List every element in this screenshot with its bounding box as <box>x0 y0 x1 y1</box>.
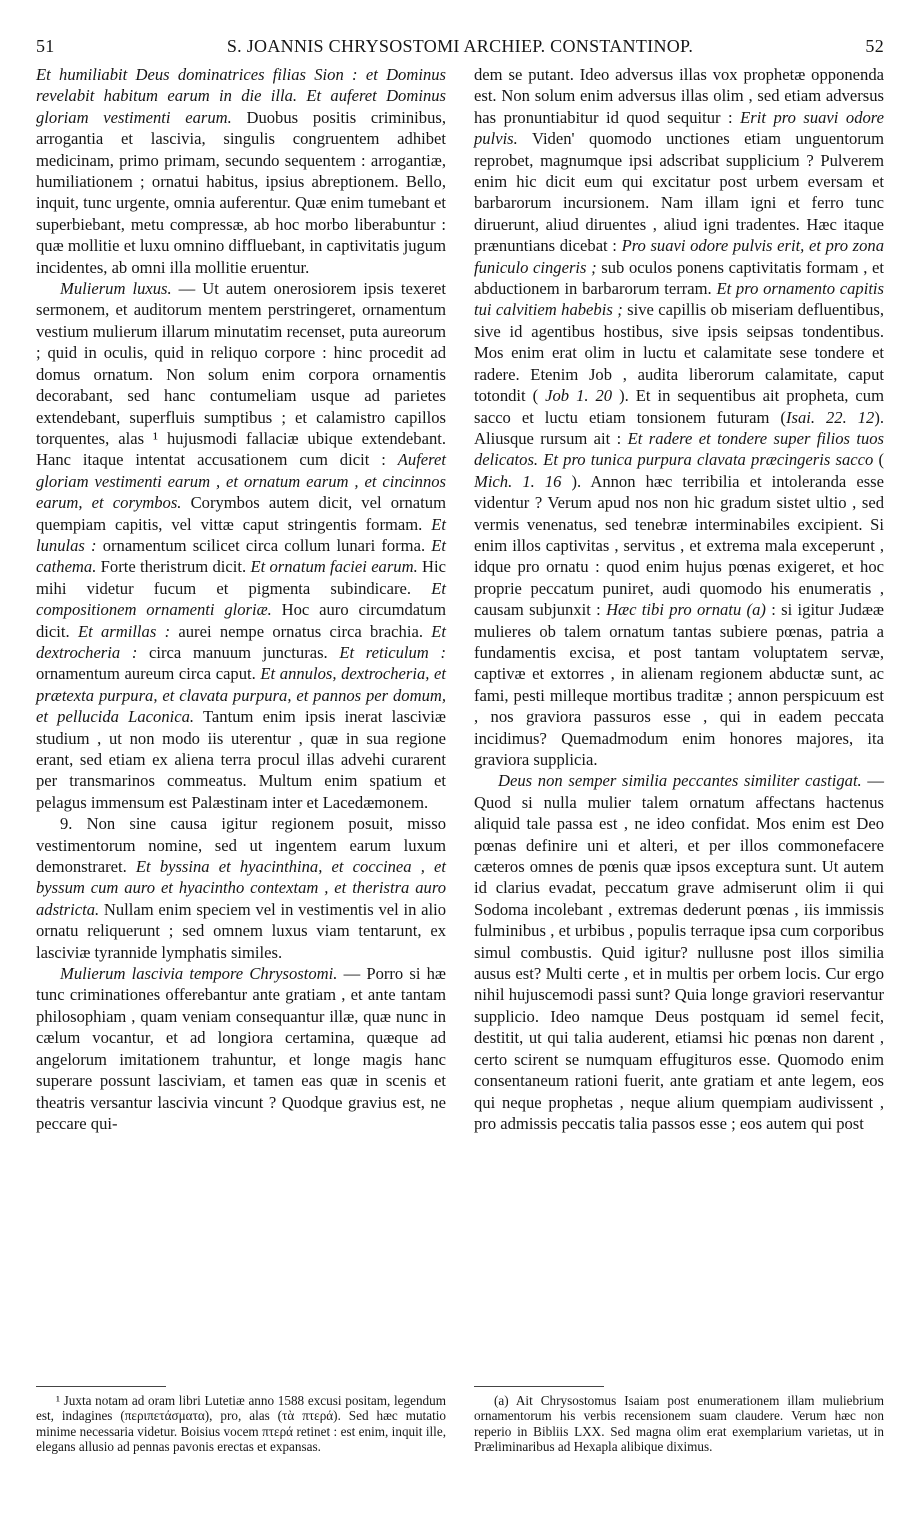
body-text: dem se putant. Ideo adversus illas vox prophetæ opponenda est. Non solum enim adversus illas olim , sed etiam adversus has pronuntiabitur id quod sequitur : <box>474 65 884 127</box>
scripture-quote: Et cathema. <box>36 535 446 577</box>
body-text: ornamentum aureum circa caput. <box>36 664 261 684</box>
scripture-quote: Et armillas : <box>77 621 171 641</box>
footnote-divider <box>36 1386 166 1387</box>
body-text: ornamentum scilicet circa collum lunari forma. <box>96 535 432 555</box>
body-text: ). Annon hæc terribilia et intoleranda esse videntur ? Verum apud nos non hic gradum sistet ultio , sed vermis venenatus, sed tenebræ interminabiles excipient. Si enim illos captivitas , servitus , et extrema mala exceperunt , idque pro ornatu : quod enim hujus pœnas exigeret, et hoc proprie peccatum puniret, audi quomodo his enumeratis , causam subjunxit : <box>474 471 884 620</box>
body-text: Hoc auro circumdatum dicit. <box>36 600 446 641</box>
body-text: — Ut autem onerosiorem ipsis texeret sermonem, et auditorum mentem perstringeret, ornamentum vestium mulierum illarum minutatim recenset, puta aureorum ; quid in oculis, quid in reliquo corpore : hinc procedit ad domus ornatum. Non solum enim corpora ornamentis decorabant, sed hanc contumeliam usque ad parietes extendebant, superfluis sumptibus ; et calamistro capillos torquentes, alas ¹ hujusmodi fallaciæ ubique extendebant. Hanc itaque intentat accusationem cum dicit : <box>36 279 446 470</box>
scripture-quote: Et humiliabit Deus dominatrices filias Sion : et Dominus revelabit habitum earum in die illa. Et auferet Dominus gloriam vestimenti earum. <box>36 65 446 127</box>
paragraph <box>36 278 446 813</box>
body-text: circa manuum juncturas. <box>137 642 340 662</box>
scripture-quote: Et compositionem ornamenti gloriæ. <box>36 578 446 620</box>
paragraph <box>474 770 884 1134</box>
section-heading: Deus non semper similia peccantes similiter castigat. <box>498 771 862 791</box>
scripture-quote: Pro suavi odore pulvis erit, et pro zona funiculo cingeris ; <box>474 236 885 277</box>
scripture-reference: Mich. 1. 16 <box>474 471 562 491</box>
paragraph <box>36 963 446 1134</box>
paragraph <box>36 64 446 278</box>
footnote-right <box>474 1393 884 1455</box>
scripture-reference: Isai. 22. 12 <box>785 407 875 427</box>
body-text: Hic mihi videtur fucum et pigmenta subindicare. <box>36 557 447 598</box>
footnote-text: (a) Ait Chrysostomus Isaiam post enumerationem illam muliebrium ornamentorum his verbis recensionem suam claudere. Verum hæc non reperio in Bibliis LXX. Sed magna olim erat exemplarium varietas, ut in Præliminaribus ad Hexapla alibique diximus. <box>474 1393 884 1455</box>
left-column <box>36 64 446 1134</box>
section-heading: Mulierum luxus. <box>60 279 172 299</box>
body-text: Tantum enim ipsis inerat lasciviæ studium , ut non modo iis uterentur , quæ in sua regione erant, sed etiam ex aliena terra procul illas advehi curarent per transmarinos commeatus. Multum enim spatium et pelagus immensum est Palæstinam inter et Lacedæmonem. <box>36 707 446 812</box>
scripture-quote: Erit pro suavi odore pulvis. <box>474 107 884 149</box>
body-text: Nullam enim speciem vel in vestimentis vel in alio ornatu reliquerunt ; sed omnem luxus viam tentarunt, ex lasciviæ tyrannide lymphatis similes. <box>36 899 446 962</box>
scripture-quote: Et annulos, dextrocheria, et prætexta purpura, et clavata purpura, et pannos per domum, et pellucida Laconica. <box>36 664 446 727</box>
body-text: — Quod si nulla mulier talem ornatum affectans hactenus aliquid tale passa est , ne ideo confidat. Mos enim est Deo pœnas definire uni et alteri, et per illos commonefacere cæteros omnes de pœnis quæ ipsos exceptura sunt. Ut autem id clarius evadat, peccatum grave admiserunt olim ii qui Sodoma incolebant , extremas dederunt pœnas , iis immissis fulminibus , et urbibus , populis terraque ipsa cum corporibus simul combustis. Quid igitur? nullusne post illos similia ausus est? Multi certe , et in multis per orbem locis. Cur ergo nihil hujuscemodi passi sunt? Quia longe graviori reservantur supplicio. Ideo namque Deus postquam id semel fecit, destitit, ut qui talia auderent, etiamsi hic pœnas non darent , certo scirent se numquam effugituros esse. Quomodo enim consentaneum rationi fuerit, ante gratiam et ante legem, eos qui neque prophetas , neque alium quempiam audivissent , pro admissis peccatis talia passos esse ; eos autem qui post <box>474 771 884 1133</box>
scripture-quote: Et ornatum faciei earum. <box>250 557 418 577</box>
body-text: ( <box>873 450 884 470</box>
scripture-quote: Et lunulas : <box>36 514 446 555</box>
scripture-quote: Auferet gloriam vestimenti earum , et ornatum earum , et cincinnos earum, et corymbos. <box>36 450 446 513</box>
body-text: ). Et in sequentibus ait propheta, cum sacco et luctu etiam tonsionem futuram ( <box>474 386 885 427</box>
body-text: — Porro si hæ tunc criminationes offerebantur ante gratiam , et ante tantam philosophiam , quam veniam consequantur illæ, quæ nunc in cælum vocantur, et ad longiora certamina, quæque ad angelorum imitationem trahuntur, et longe magis hanc superare possunt lasciviam, et tamen eas quæ in scenis et theatris versantur lascivia vincunt ? Quodque gravius est, ne peccare qui- <box>36 964 446 1133</box>
footnote-text: ¹ Juxta notam ad oram libri Lutetiæ anno 1588 excusi positam, legendum est, indagines (περιπετάσματα), pro, alas (τὰ πτερά). Sed hæc mutatio minime necessaria videtur. Boisius vocem πτερά retinet : est enim, inquit ille, elegans allusio ad pennas pavonis erectas et expansas. <box>36 1393 446 1455</box>
body-text: Forte theristrum dicit. <box>96 557 251 577</box>
scripture-quote: Hæc tibi pro ornatu (a) <box>606 600 766 620</box>
running-title: S. JOANNIS CHRYSOSTOMI ARCHIEP. CONSTANTINOP. <box>226 36 694 56</box>
body-text: sub oculos ponens captivitatis formam , et abductionem in barbarorum terram. <box>474 257 884 299</box>
section-number: 9. <box>60 814 73 834</box>
scripture-quote: Et byssina et hyacinthina, et coccinea , et byssum cum auro et hyacintho contextam , et theristra auro adstricta. <box>36 857 447 919</box>
body-text: Non sine causa igitur regionem posuit, misso vestimentorum nomine, sed ut ingentem earum luxum demonstraret. <box>36 814 446 877</box>
scripture-quote: Et pro ornamento capitis tui calvitiem habebis ; <box>474 279 884 320</box>
footnote-divider <box>474 1386 604 1387</box>
paragraph <box>36 813 446 963</box>
page-number-left: 51 <box>36 36 55 56</box>
right-column <box>474 64 884 1134</box>
scripture-quote: Et dextrocheria : <box>36 621 447 662</box>
scripture-quote: Et reticulum : <box>339 642 446 662</box>
page-number-right: 52 <box>865 36 884 56</box>
scripture-quote: Et radere et tondere super filios tuos delicatos. Et pro tunica purpura clavata præcingeris sacco <box>474 428 885 470</box>
paragraph <box>474 64 884 770</box>
body-text: aurei nempe ornatus circa brachia. <box>170 621 432 641</box>
section-heading: Mulierum lascivia tempore Chrysostomi. <box>60 964 338 984</box>
footnote-left <box>36 1393 446 1455</box>
body-text: : si igitur Judææ mulieres ob talem ornatum tantas subiere pœnas, patria a fundamentis excisa, et post tantam voluptatem servæ, captivæ et extorres , in alienam regionem abductæ sunt, ac fami, pesti milleque mortibus traditæ ; annon perspicuum est , nos graviora passuros esse , qui in eadem peccata incidimus? Quemadmodum enim honores majores, ita graviora supplicia. <box>474 600 884 769</box>
body-text: sive capillis ob miseriam defluentibus, sive id agentibus hostibus, sive ipsis seipsas tondentibus. Mos enim erat olim in luctu et calamitate sese tondere et radere. Etenim Job , audita liberorum calamitate, caput totondit ( <box>474 300 884 406</box>
body-text: Corymbos autem dicit, vel ornatum quempiam capitis, vel vittæ caput stringentis formam. <box>36 493 446 534</box>
body-text: Viden' quomodo unctiones etiam unguentorum reprobet, magnumque ipsi adscribat supplicium ? Pulverem enim hic dicit eum qui excitatur post urbem eversam et barbarorum incursionem. Nam illam igni et ferro tunc diruerunt, aliud diruentes , aliud igni tradentes. Hæc itaque prænuntians dicebat : <box>474 129 884 256</box>
body-text: ). Aliusque rursum ait : <box>474 407 884 448</box>
body-text: Duobus positis criminibus, arrogantia et lascivia, singulis congruentem adhibet medicinam, primo primam, secundo sequentem : arrogantiæ, humiliationem ; ornatui habitus, ipsius abreptionem. Bello, inquit, tunc urgente, omnia auferentur. Quæ enim tumebant et superbiebant, metu compressæ, ab hoc morbo liberabuntur : quæ mollitie et luxu omnino diffluebant, in captivitatis jugum incidentes, ab omni illa mollitie eruentur. <box>36 107 446 277</box>
scripture-reference: Job 1. 20 <box>545 386 613 406</box>
page-header <box>36 36 884 62</box>
